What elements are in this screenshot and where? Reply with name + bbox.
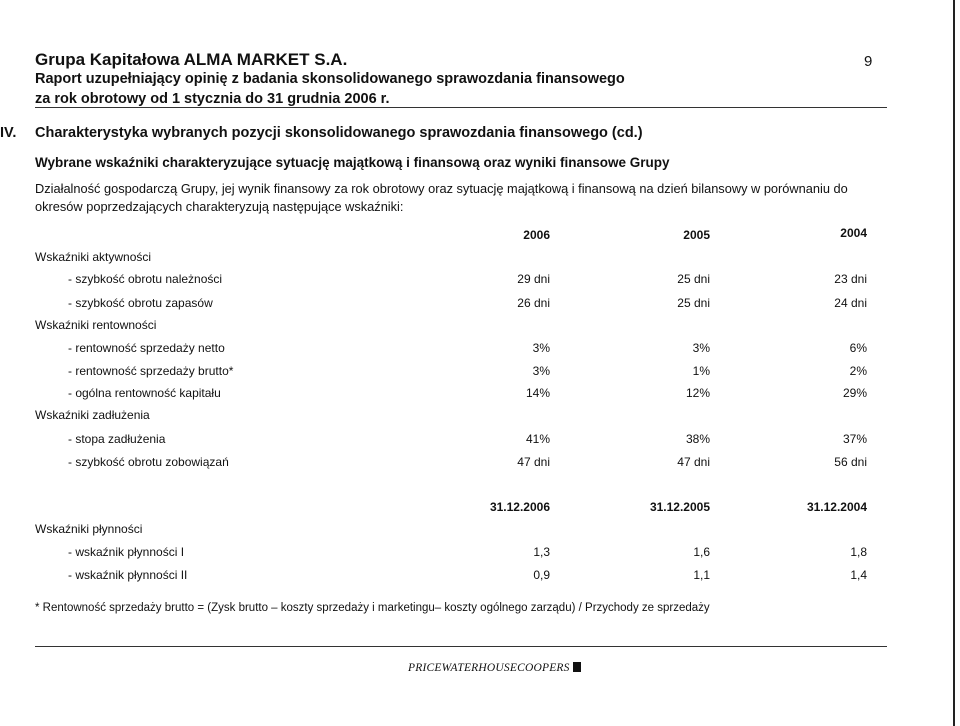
- header-divider: [35, 107, 887, 108]
- row-value: 3%: [692, 341, 710, 355]
- report-title: Raport uzupełniający opinię z badania skonsolidowanego sprawozdania finansowego: [35, 71, 625, 87]
- row-value: 0,9: [533, 568, 550, 582]
- row-value: 38%: [685, 432, 710, 446]
- row-value: 1,6: [693, 545, 710, 559]
- row-value: 6%: [849, 341, 867, 355]
- row-label: - szybkość obrotu zapasów: [68, 296, 213, 310]
- row-value: 47 dni: [677, 455, 710, 469]
- row-value: 1,3: [533, 545, 550, 559]
- row-label: - wskaźnik płynności I: [68, 545, 185, 559]
- page-number: 9: [864, 53, 873, 70]
- section-number: IV.: [0, 125, 17, 141]
- row-value: 1%: [692, 364, 710, 378]
- row-value: 23 dni: [834, 272, 867, 286]
- group-liquidity: Wskaźniki płynności: [35, 522, 143, 536]
- date-header-2004: 31.12.2004: [806, 500, 867, 514]
- row-label: - rentowność sprzedaży brutto*: [68, 364, 234, 378]
- page-edge-line: [953, 0, 955, 726]
- logo-mark-icon: [573, 662, 581, 672]
- row-label: - rentowność sprzedaży netto: [68, 341, 225, 355]
- logo-text: PRICEWATERHOUSECOOPERS: [408, 662, 570, 674]
- date-header-2006: 31.12.2006: [489, 500, 550, 514]
- row-value: 1,4: [850, 568, 867, 582]
- group-profitability: Wskaźniki rentowności: [35, 318, 157, 332]
- row-value: 56 dni: [834, 455, 867, 469]
- footer-divider: [35, 646, 887, 647]
- row-value: 47 dni: [517, 455, 550, 469]
- row-label: - ogólna rentowność kapitału: [68, 386, 221, 400]
- row-value: 12%: [685, 386, 710, 400]
- report-period: za rok obrotowy od 1 stycznia do 31 grudnia 2006 r.: [35, 91, 390, 107]
- pwc-logo: [408, 662, 581, 674]
- row-value: 3%: [532, 364, 550, 378]
- row-value: 25 dni: [677, 272, 710, 286]
- row-value: 37%: [842, 432, 867, 446]
- row-label: - szybkość obrotu należności: [68, 272, 223, 286]
- intro-paragraph: Działalność gospodarczą Grupy, jej wynik finansowy za rok obrotowy oraz sytuację majątkową i finansową na dzień bilansowy w porównaniu do okresów poprzedzających charakteryzują następujące wskaźniki:: [35, 181, 848, 214]
- section-title: Charakterystyka wybranych pozycji skonsolidowanego sprawozdania finansowego (cd.): [35, 125, 643, 141]
- row-value: 2%: [849, 364, 867, 378]
- year-header-2004: 2004: [840, 226, 867, 240]
- date-header-2005: 31.12.2005: [649, 500, 710, 514]
- row-value: 3%: [532, 341, 550, 355]
- year-header-2005: 2005: [683, 228, 710, 242]
- group-debt: Wskaźniki zadłużenia: [35, 408, 150, 422]
- row-value: 14%: [525, 386, 550, 400]
- row-value: 29 dni: [517, 272, 550, 286]
- footnote: * Rentowność sprzedaży brutto = (Zysk brutto – koszty sprzedaży i marketingu– koszty ogólnego zarządu) / Przychody ze sprzedaży: [35, 602, 710, 614]
- row-value: 25 dni: [677, 296, 710, 310]
- subheading: Wybrane wskaźniki charakteryzujące sytuację majątkową i finansową oraz wyniki finansowe Grupy: [35, 155, 670, 170]
- row-value: 24 dni: [834, 296, 867, 310]
- row-label: - wskaźnik płynności II: [68, 568, 188, 582]
- row-label: - szybkość obrotu zobowiązań: [68, 455, 229, 469]
- row-value: 1,1: [693, 568, 710, 582]
- row-value: 41%: [525, 432, 550, 446]
- row-value: 29%: [842, 386, 867, 400]
- row-value: 1,8: [850, 545, 867, 559]
- year-header-2006: 2006: [523, 228, 550, 242]
- company-name: Grupa Kapitałowa ALMA MARKET S.A.: [35, 50, 348, 69]
- row-label: - stopa zadłużenia: [68, 432, 166, 446]
- group-activity: Wskaźniki aktywności: [35, 250, 152, 264]
- row-value: 26 dni: [517, 296, 550, 310]
